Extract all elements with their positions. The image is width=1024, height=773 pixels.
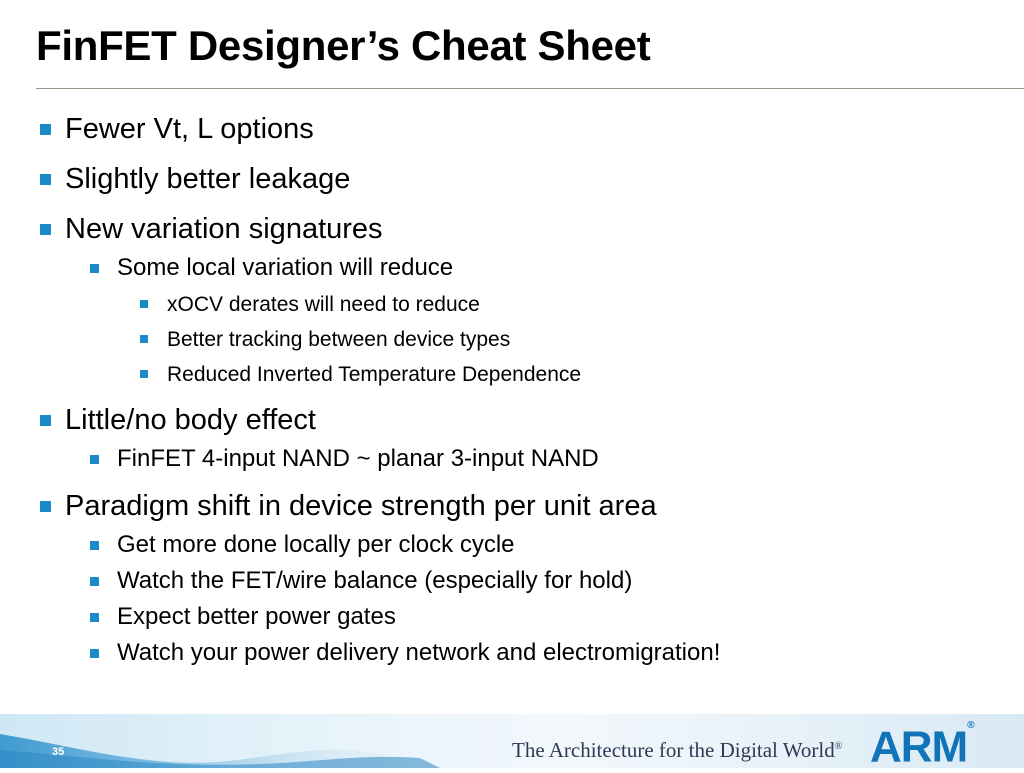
sub-bullet-item [0,254,1024,282]
tagline-text: The Architecture for the Digital World [512,738,835,762]
sub-sub-bullet-text: Reduced Inverted Temperature Dependence [167,363,582,386]
bullet-item [0,212,1024,246]
registered-mark: ® [834,741,843,752]
sub-sub-bullet-text: xOCV derates will need to reduce [167,293,480,316]
bullet-item [0,112,1024,146]
sub-bullet-text: Some local variation will reduce [117,254,454,281]
sub-bullet-item [0,567,1024,595]
sub-bullet-item [0,639,1024,667]
square-bullet-icon [90,455,99,464]
sub-sub-bullet-item [0,327,1024,352]
title-divider [36,88,1024,89]
bullet-item [0,162,1024,196]
square-bullet-icon [90,577,99,586]
tagline [512,738,842,763]
square-bullet-icon [90,613,99,622]
sub-bullet-item [0,603,1024,631]
sub-bullet-text: FinFET 4-input NAND ~ planar 3-input NAND [117,445,599,472]
square-bullet-icon [90,649,99,658]
sub-bullet-item [0,445,1024,473]
bullet-text: Paradigm shift in device strength per unit area [65,490,657,522]
square-bullet-icon [140,370,148,378]
bullet-text: Fewer Vt, L options [65,113,314,145]
sub-sub-bullet-item [0,292,1024,317]
bullet-item [0,403,1024,437]
arm-logo [870,719,975,773]
page-number: 35 [52,746,65,758]
sub-bullet-text: Watch your power delivery network and electromigration! [117,639,721,666]
logo-text: ARM [870,722,968,772]
bullet-text: New variation signatures [65,213,383,245]
bullet-list [0,106,1024,667]
sub-bullet-text: Expect better power gates [117,603,396,630]
bullet-item [0,489,1024,523]
sub-sub-bullet-item [0,362,1024,387]
bullet-text: Slightly better leakage [65,163,351,195]
square-bullet-icon [90,541,99,550]
bullet-text: Little/no body effect [65,404,316,436]
square-bullet-icon [140,335,148,343]
square-bullet-icon [140,300,148,308]
square-bullet-icon [40,124,51,135]
sub-bullet-text: Get more done locally per clock cycle [117,531,515,558]
square-bullet-icon [40,224,51,235]
square-bullet-icon [40,415,51,426]
logo-registered-mark: ® [967,720,975,731]
square-bullet-icon [90,264,99,273]
sub-bullet-item [0,531,1024,559]
square-bullet-icon [40,174,51,185]
sub-sub-bullet-text: Better tracking between device types [167,328,511,351]
square-bullet-icon [40,501,51,512]
sub-bullet-text: Watch the FET/wire balance (especially for hold) [117,567,633,594]
slide-title: FinFET Designer’s Cheat Sheet [36,22,651,69]
